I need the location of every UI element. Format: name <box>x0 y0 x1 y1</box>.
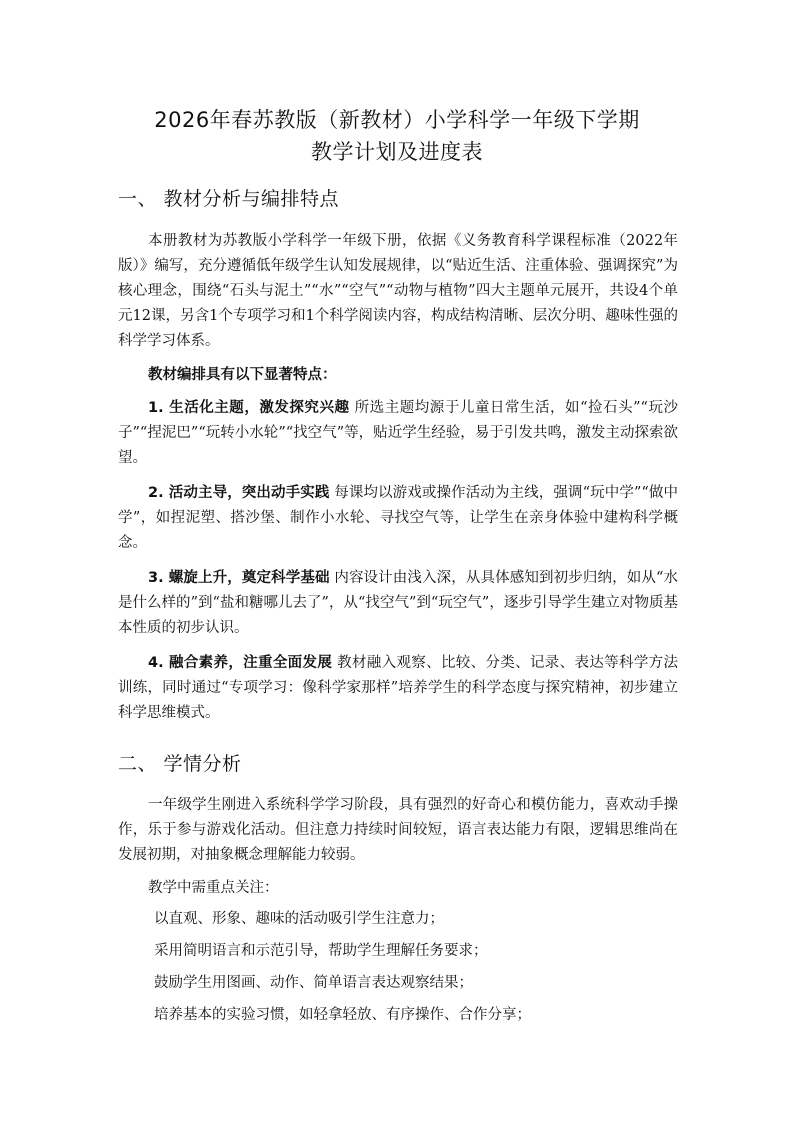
feature-paragraph-4 <box>118 651 678 726</box>
feature-paragraph-1 <box>118 396 678 471</box>
focus-item-4: 培养基本的实验习惯，如轻拿轻放、有序操作、合作分享； <box>154 1007 531 1023</box>
focus-item-3: 鼓励学生用图画、动作、简单语言表达观察结果； <box>154 975 473 991</box>
feature-3-title: 3. 螺旋上升，奠定科学基础 <box>148 570 330 586</box>
features-lead: 教材编排具有以下显著特点： <box>148 367 337 383</box>
section-1-intro-paragraph: 本册教材为苏教版小学科学一年级下册，依据《义务教育科学课程标准（2022年版）》编写，充分遵循低年级学生认知发展规律，以“贴近生活、注重体验、强调探究”为核心理念，围绕“石头与泥土”“水”“空气”“动物与植物”四大主题单元展开，共设4个单元12课，另含1个专项学习和1个科学阅读内容，构成结构清晰、层次分明、趣味性强的科学学习体系。 <box>118 233 678 349</box>
section-1-heading: 一、 教材分析与编排特点 <box>118 188 340 210</box>
feature-1-title: 1. 生活化主题，激发探究兴趣 <box>148 400 350 416</box>
document-title-line-2: 教学计划及进度表 <box>311 140 483 164</box>
feature-1-text: 所选主题均源于儿童日常生活，如“捡石头”“玩沙子”“捏泥巴”“玩转小水轮”“找空气”等，贴近学生经验，易于引发共鸣，激发主动探索欲望。 <box>118 400 678 466</box>
feature-2-title: 2. 活动主导，突出动手实践 <box>148 485 330 501</box>
feature-4-text: 教材融入观察、比较、分类、记录、表达等科学方法训练，同时通过“专项学习：像科学家那样”培养学生的科学态度与探究精神，初步建立科学思维模式。 <box>118 655 678 721</box>
feature-paragraph-3 <box>118 566 678 641</box>
focus-item-2: 采用简明语言和示范引导，帮助学生理解任务要求； <box>154 943 488 959</box>
feature-4-title: 4. 融合素养，注重全面发展 <box>148 655 333 671</box>
focus-lead: 教学中需重点关注： <box>148 880 279 896</box>
feature-paragraph-2 <box>118 481 678 556</box>
document-title-line-1: 2026年春苏教版（新教材）小学科学一年级下学期 <box>154 108 640 132</box>
section-2-heading: 二、 学情分析 <box>118 753 242 775</box>
feature-2-text: 每课均以游戏或操作活动为主线，强调“玩中学”“做中学”，如捏泥塑、搭沙堡、制作小水轮、寻找空气等，让学生在亲身体验中建构科学概念。 <box>118 485 678 551</box>
feature-3-text: 内容设计由浅入深，从具体感知到初步归纳，如从“水是什么样的”到“盐和糖哪儿去了”，从“找空气”到“玩空气”，逐步引导学生建立对物质基本性质的初步认识。 <box>118 570 678 636</box>
section-2-intro-paragraph: 一年级学生刚进入系统科学学习阶段，具有强烈的好奇心和模仿能力，喜欢动手操作，乐于参与游戏化活动。但注意力持续时间较短，语言表达能力有限，逻辑思维尚在发展初期，对抽象概念理解能力较弱。 <box>118 797 678 863</box>
focus-item-1: 以直观、形象、趣味的活动吸引学生注意力； <box>154 911 444 927</box>
